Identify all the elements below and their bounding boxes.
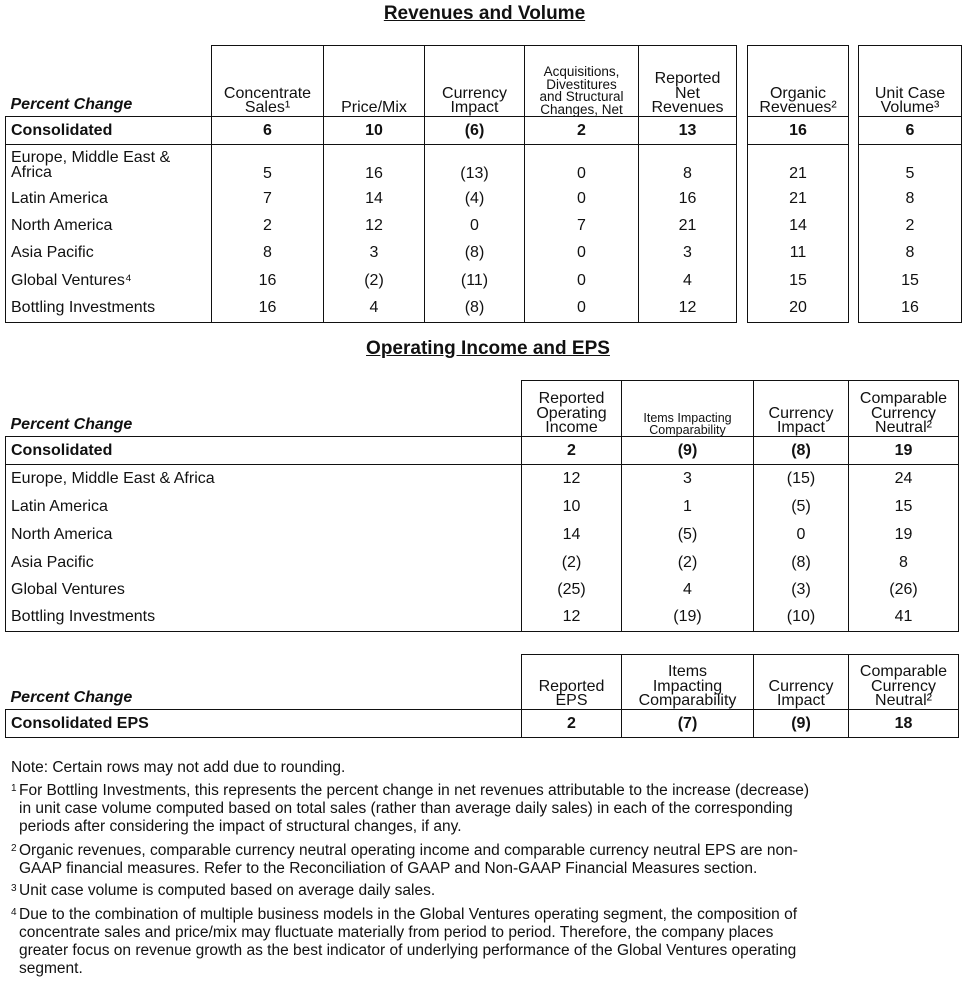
revenues-title: Revenues and Volume xyxy=(383,3,586,24)
col-price-mix: Price/Mix xyxy=(324,46,425,117)
footnote-4: 4 Due to the combination of multiple business models in the Global Ventures operating segment, the composition of concentrate sales and price/mix may fluctuate materially from period to period. Therefore, the company places greater focus on revenue growth as the best indicator of underlying performance of the Global Ventures operating segment. xyxy=(11,906,798,977)
table-row: Europe, Middle East & Africa 12 3 (15) 24 xyxy=(6,465,959,493)
col-reported-operating-income: Reported Operating Income xyxy=(522,381,622,437)
table-row: Europe, Middle East & Africa 5 16 (13) 0 8 21 5 xyxy=(6,145,962,185)
revenues-table xyxy=(5,45,962,323)
col-reported-net-revenues: Reported Net Revenues xyxy=(639,46,737,117)
col-comparable-currency-neutral: Comparable Currency Neutral² xyxy=(849,381,959,437)
col-currency-impact: Currency Impact xyxy=(425,46,525,117)
table-row: Latin America 7 14 (4) 0 16 21 8 xyxy=(6,185,962,213)
operating-table xyxy=(5,380,959,632)
table-row: Bottling Investments 16 4 (8) 0 12 20 16 xyxy=(6,295,962,323)
notes-section xyxy=(11,759,961,981)
col-reported-eps: Reported EPS xyxy=(522,655,622,710)
col-unit-case-volume: Unit Case Volume³ xyxy=(859,46,962,117)
table-row: Consolidated 6 10 (6) 2 13 16 6 xyxy=(6,117,962,145)
operating-header-row xyxy=(6,381,959,437)
row-header-label: Percent Change xyxy=(10,689,133,707)
col-currency-impact: Currency Impact xyxy=(754,655,849,710)
col-comparable-currency-neutral: Comparable Currency Neutral² xyxy=(849,655,959,710)
row-header-label: Percent Change xyxy=(10,416,133,434)
footnote-3: 3 Unit case volume is computed based on average daily sales. xyxy=(11,882,436,899)
row-header-label: Percent Change xyxy=(10,96,133,114)
table-row: Asia Pacific (2) (2) (8) 8 xyxy=(6,549,959,577)
col-organic-revenues: Organic Revenues² xyxy=(748,46,849,117)
col-items-impacting: Items Impacting Comparability xyxy=(622,655,754,710)
col-items-impacting: Items Impacting Comparability xyxy=(622,381,754,437)
table-row: Bottling Investments 12 (19) (10) 41 xyxy=(6,604,959,632)
col-acquisitions: Acquisitions, Divestitures and Structural Changes, Net xyxy=(525,46,639,117)
rounding-note: Note: Certain rows may not add due to rounding. xyxy=(11,759,346,776)
table-row: North America 2 12 0 7 21 14 2 xyxy=(6,213,962,240)
col-currency-impact: Currency Impact xyxy=(754,381,849,437)
table-row: Consolidated EPS 2 (7) (9) 18 xyxy=(6,710,959,738)
table-row: Consolidated 2 (9) (8) 19 xyxy=(6,437,959,465)
table-row: Asia Pacific 8 3 (8) 0 3 11 8 xyxy=(6,240,962,267)
revenues-header-row xyxy=(6,46,962,117)
operating-title: Operating Income and EPS xyxy=(366,338,610,359)
footnote-2: 2 Organic revenues, comparable currency neutral operating income and comparable currency neutral EPS are non- GAAP financial measures. Refer to the Reconciliation of GAAP and Non-GAAP Financial Measures section. xyxy=(11,842,798,877)
eps-header-row xyxy=(6,655,959,710)
col-concentrate-sales: Concentrate Sales¹ xyxy=(212,46,324,117)
table-row: Global Ventures⁴ 16 (2) (11) 0 4 15 15 xyxy=(6,267,962,295)
eps-table xyxy=(5,654,959,738)
table-row: North America 14 (5) 0 19 xyxy=(6,521,959,549)
table-row: Global Ventures (25) 4 (3) (26) xyxy=(6,577,959,604)
footnote-1: 1 For Bottling Investments, this represents the percent change in net revenues attributable to the increase (decrease) in unit case volume computed based on total sales (rather than average daily sales) in each of the corresponding periods after considering the impact of structural changes, if any. xyxy=(11,782,810,835)
table-row: Latin America 10 1 (5) 15 xyxy=(6,493,959,521)
